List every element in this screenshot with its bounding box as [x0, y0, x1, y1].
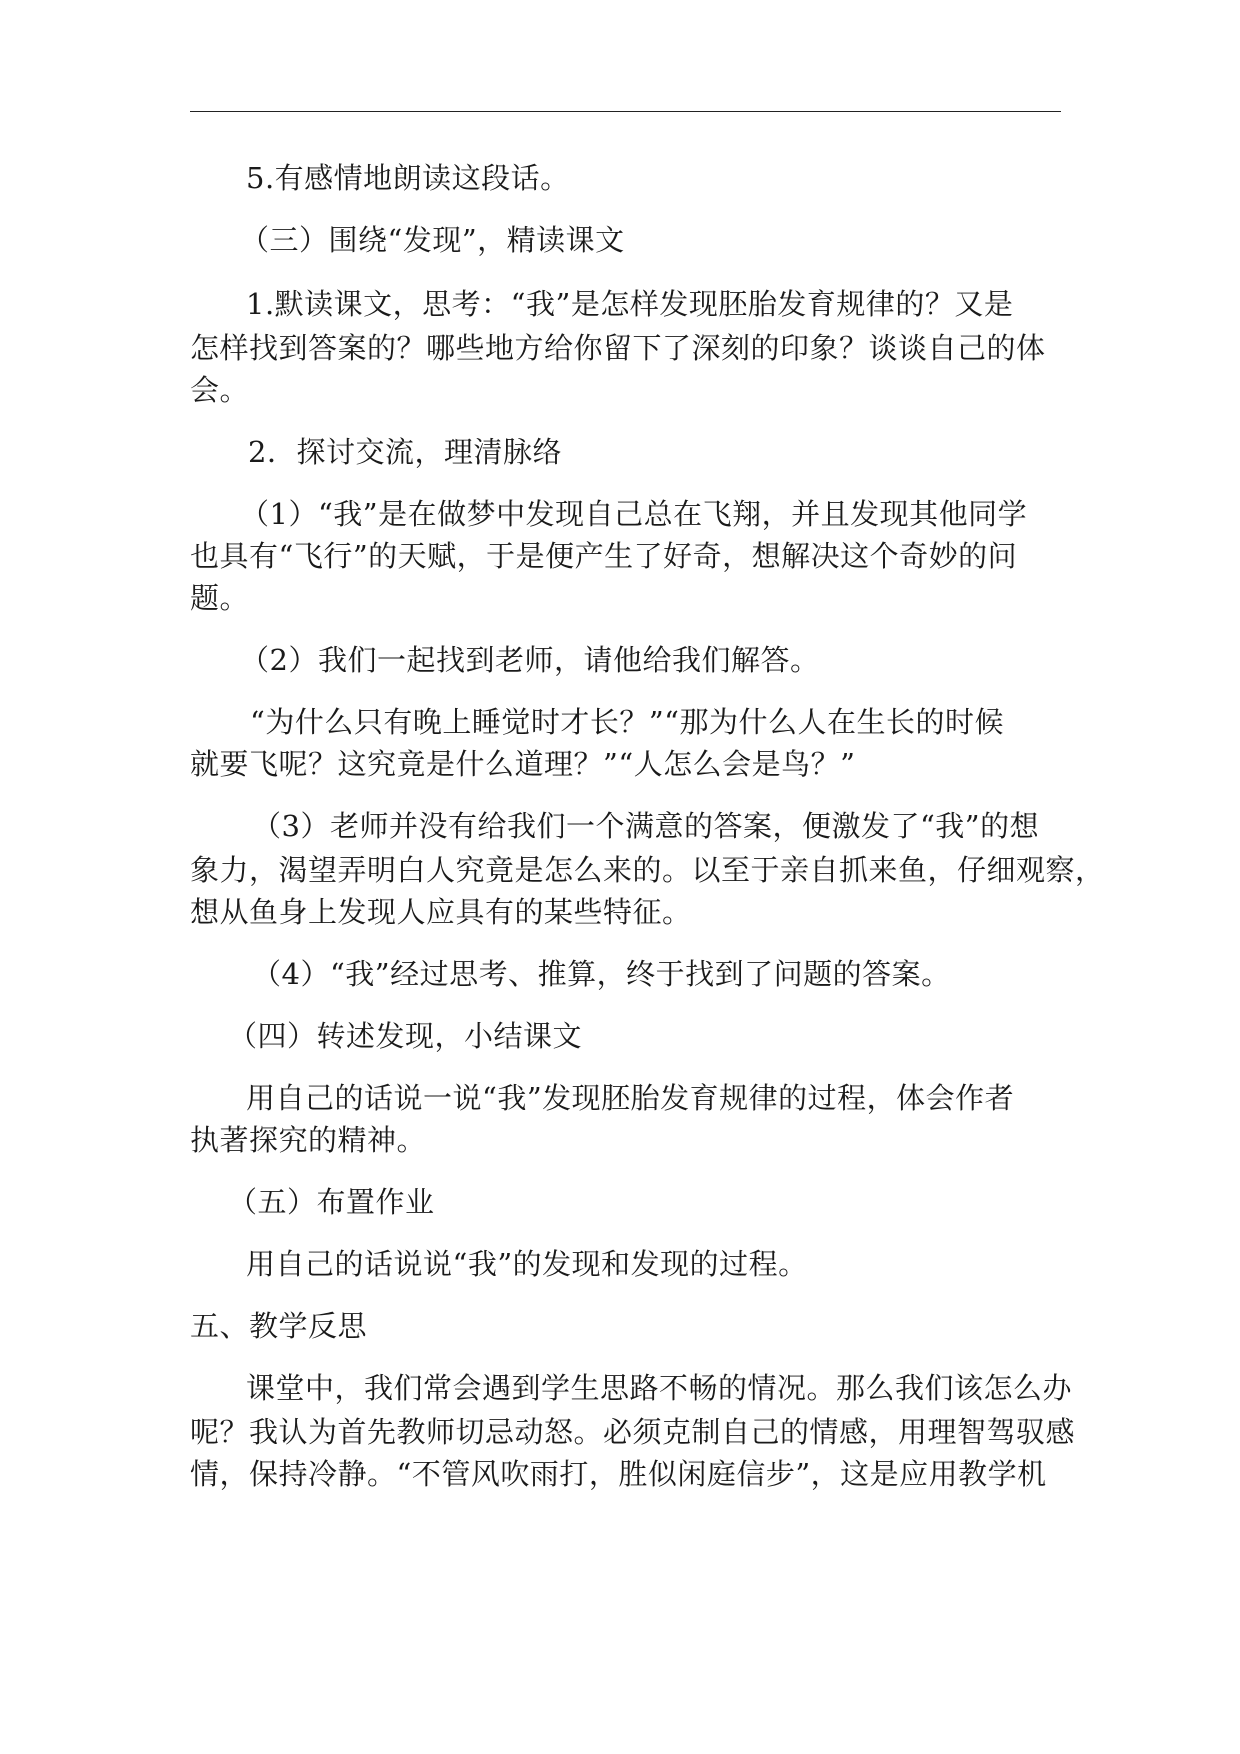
paragraph-line: 呢？我认为首先教师切忌动怒。必须克制自己的情感，用理智驾驭感: [190, 1415, 1076, 1449]
paragraph-line: 怎样找到答案的？哪些地方给你留下了深刻的印象？谈谈自己的体: [190, 331, 1046, 365]
quote-line: “为什么只有晚上睡觉时才长？”“那为什么人在生长的时候: [250, 705, 1004, 739]
section-heading-4: （四）转述发现，小结课文: [228, 1019, 583, 1053]
paragraph-line: （4）“我”经过思考、推算，终于找到了问题的答案。: [252, 957, 951, 991]
paragraph-line: （1）“我”是在做梦中发现自己总在飞翔，并且发现其他同学: [240, 497, 1028, 531]
paragraph-line: 执著探究的精神。: [190, 1123, 427, 1157]
chapter-heading-5: 五、教学反思: [190, 1309, 368, 1343]
paragraph-line: 用自己的话说说“我”的发现和发现的过程。: [246, 1247, 808, 1281]
paragraph-line: （3）老师并没有给我们一个满意的答案，便激发了“我”的想: [252, 809, 1040, 843]
paragraph-line: 情，保持冷静。“不管风吹雨打，胜似闲庭信步”，这是应用教学机: [190, 1457, 1047, 1491]
paragraph-line: 会。: [190, 373, 250, 407]
section-heading-3: （三）围绕“发现”，精读课文: [240, 223, 625, 257]
header-rule: [190, 111, 1061, 112]
paragraph-step-5: 5.有感情地朗读这段话。: [246, 161, 570, 195]
quote-line: 就要飞呢？这究竟是什么道理？”“人怎么会是鸟？”: [190, 747, 856, 781]
section-heading-5: （五）布置作业: [228, 1185, 435, 1219]
paragraph-line: 题。: [190, 581, 250, 615]
paragraph-line: （2）我们一起找到老师，请他给我们解答。: [240, 643, 820, 677]
paragraph-line: 想从鱼身上发现人应具有的某些特征。: [190, 895, 692, 929]
paragraph-line: 1.默读课文，思考：“我”是怎样发现胚胎发育规律的？又是: [246, 287, 1014, 321]
paragraph-line: 课堂中，我们常会遇到学生思路不畅的情况。那么我们该怎么办: [246, 1371, 1073, 1405]
subheading-2: 2．探讨交流，理清脉络: [248, 435, 562, 469]
paragraph-line: 象力，渴望弄明白人究竟是怎么来的。以至于亲自抓来鱼，仔细观察，: [190, 853, 1105, 887]
paragraph-line: 用自己的话说一说“我”发现胚胎发育规律的过程，体会作者: [246, 1081, 1015, 1115]
paragraph-line: 也具有“飞行”的天赋，于是便产生了好奇，想解决这个奇妙的问: [190, 539, 1018, 573]
